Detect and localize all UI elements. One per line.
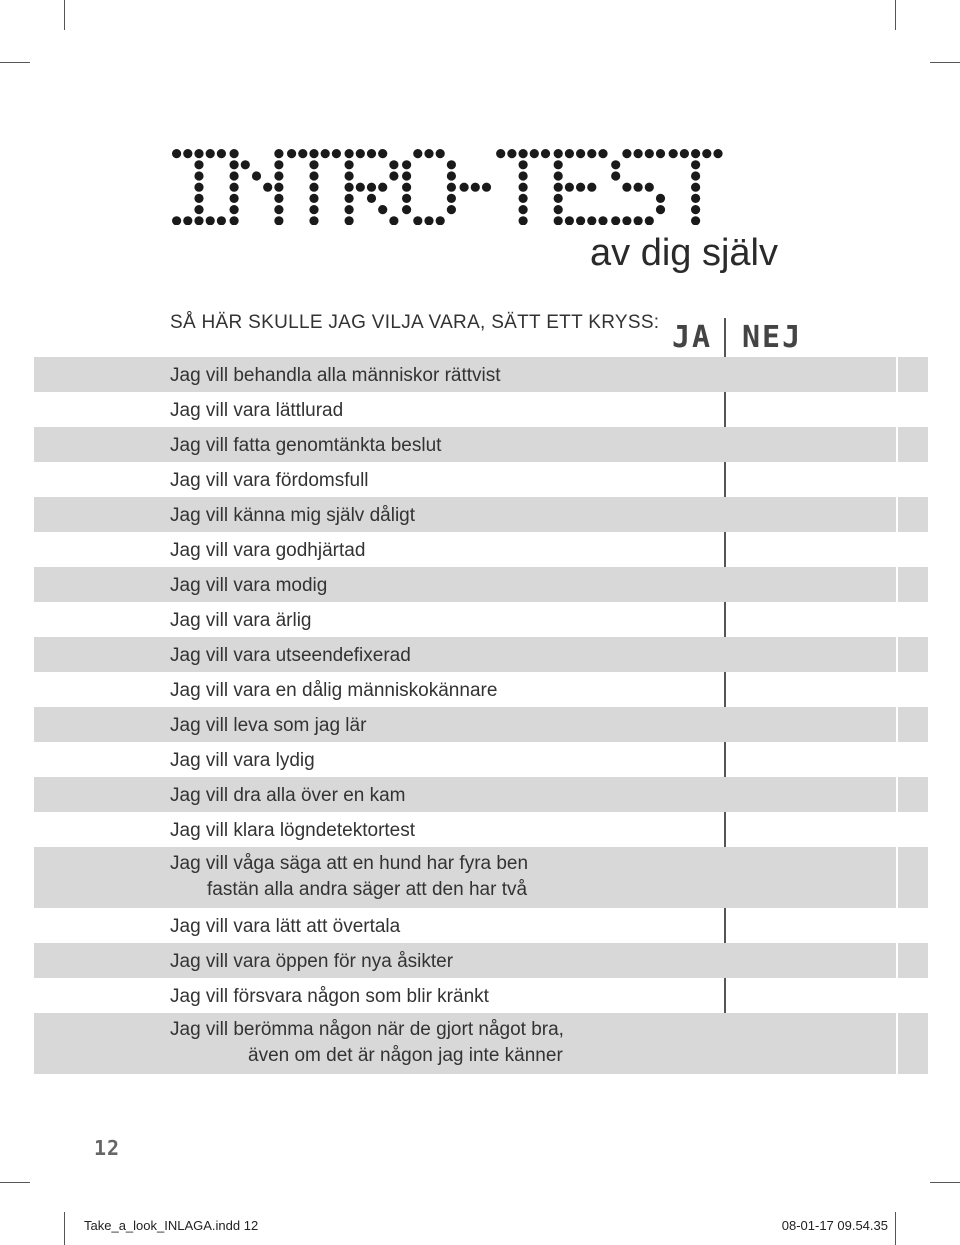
statement-label: Jag vill vara ärlig xyxy=(170,610,312,631)
checkbox-yes[interactable] xyxy=(654,908,724,943)
slug-timestamp: 08-01-17 09.54.35 xyxy=(781,1218,888,1233)
statement-label: Jag vill berömma någon när de gjort något bra, xyxy=(170,1019,564,1040)
list-item xyxy=(34,777,928,812)
cell-separator xyxy=(896,847,898,908)
crop-mark xyxy=(0,1182,30,1183)
statement-label: Jag vill vara godhjärtad xyxy=(170,540,366,561)
statement-label: Jag vill fatta genomtänkta beslut xyxy=(170,435,442,456)
list-item xyxy=(34,392,928,427)
checkbox-yes[interactable] xyxy=(654,497,724,532)
cell-separator xyxy=(896,427,898,462)
statement-label: Jag vill klara lögndetektortest xyxy=(170,820,416,841)
checkbox-no[interactable] xyxy=(726,978,894,1013)
list-item xyxy=(34,672,928,707)
checkbox-yes[interactable] xyxy=(654,357,724,392)
checkbox-no[interactable] xyxy=(726,497,894,532)
cell-separator xyxy=(896,497,898,532)
crop-mark xyxy=(895,0,896,30)
checkbox-no[interactable] xyxy=(726,777,894,812)
statement-label-continued: även om det är någon jag inte känner xyxy=(248,1045,563,1066)
statement-label: Jag vill behandla alla människor rättvist xyxy=(170,365,501,386)
statement-label: Jag vill vara öppen för nya åsikter xyxy=(170,951,454,972)
list-item xyxy=(34,707,928,742)
checkbox-no[interactable] xyxy=(726,637,894,672)
checkbox-yes[interactable] xyxy=(654,978,724,1013)
statement-label: Jag vill vara fördomsfull xyxy=(170,470,369,491)
list-item xyxy=(34,943,928,978)
statement-label: Jag vill våga säga att en hund har fyra ben xyxy=(170,853,529,874)
column-header-no: NEJ xyxy=(742,320,803,355)
list-item xyxy=(34,908,928,943)
list-item xyxy=(34,462,928,497)
cell-separator xyxy=(896,602,898,637)
statement-label: Jag vill känna mig själv dåligt xyxy=(170,505,416,526)
checkbox-yes[interactable] xyxy=(654,532,724,567)
list-item xyxy=(34,497,928,532)
checkbox-yes[interactable] xyxy=(654,707,724,742)
checkbox-no[interactable] xyxy=(726,532,894,567)
statement-label: Jag vill vara modig xyxy=(170,575,328,596)
cell-separator xyxy=(896,567,898,602)
crop-mark xyxy=(895,1212,896,1245)
cell-separator xyxy=(896,532,898,567)
list-item xyxy=(34,532,928,567)
checkbox-no[interactable] xyxy=(726,908,894,943)
statement-label: Jag vill vara lätt att övertala xyxy=(170,916,401,937)
cell-separator xyxy=(896,357,898,392)
statement-label: Jag vill vara lydig xyxy=(170,750,315,771)
list-item xyxy=(34,847,928,908)
cell-separator xyxy=(896,812,898,847)
checkbox-no[interactable] xyxy=(726,602,894,637)
crop-mark xyxy=(930,1182,960,1183)
checkbox-no[interactable] xyxy=(726,1013,894,1074)
checkbox-no[interactable] xyxy=(726,357,894,392)
checkbox-yes[interactable] xyxy=(654,812,724,847)
list-item xyxy=(34,567,928,602)
list-item xyxy=(34,637,928,672)
checkbox-no[interactable] xyxy=(726,707,894,742)
checkbox-yes[interactable] xyxy=(654,462,724,497)
crop-mark xyxy=(930,62,960,63)
list-item xyxy=(34,742,928,777)
checkbox-no[interactable] xyxy=(726,742,894,777)
checkbox-yes[interactable] xyxy=(654,943,724,978)
checkbox-no[interactable] xyxy=(726,943,894,978)
checkbox-yes[interactable] xyxy=(654,567,724,602)
list-item xyxy=(34,427,928,462)
cell-separator xyxy=(896,943,898,978)
column-header-yes: JA xyxy=(672,320,713,355)
checkbox-no[interactable] xyxy=(726,427,894,462)
instruction-text: SÅ HÄR SKULLE JAG VILJA VARA, SÄTT ETT KRYSS: xyxy=(170,312,660,333)
cell-separator xyxy=(896,908,898,943)
statement-label: Jag vill dra alla över en kam xyxy=(170,785,406,806)
crop-mark xyxy=(0,62,30,63)
statement-label: Jag vill leva som jag lär xyxy=(170,715,367,736)
checkbox-yes[interactable] xyxy=(654,637,724,672)
checkbox-no[interactable] xyxy=(726,847,894,908)
cell-separator xyxy=(896,392,898,427)
statement-label: Jag vill försvara någon som blir kränkt xyxy=(170,986,489,1007)
list-item xyxy=(34,357,928,392)
list-item xyxy=(34,1013,928,1074)
statement-label: Jag vill vara lättlurad xyxy=(170,400,344,421)
checkbox-yes[interactable] xyxy=(654,1013,724,1074)
page-subtitle: av dig själv xyxy=(590,232,778,274)
cell-separator xyxy=(896,742,898,777)
checkbox-yes[interactable] xyxy=(654,427,724,462)
crop-mark xyxy=(64,1212,65,1245)
checkbox-yes[interactable] xyxy=(654,742,724,777)
checkbox-yes[interactable] xyxy=(654,847,724,908)
statement-label: Jag vill vara en dålig människokännare xyxy=(170,680,498,701)
checkbox-yes[interactable] xyxy=(654,602,724,637)
page-number: 12 xyxy=(94,1136,121,1160)
page-title xyxy=(168,145,808,225)
list-item xyxy=(34,812,928,847)
checkbox-yes[interactable] xyxy=(654,672,724,707)
checkbox-no[interactable] xyxy=(726,462,894,497)
slug-filename: Take_a_look_INLAGA.indd 12 xyxy=(84,1218,259,1233)
checkbox-yes[interactable] xyxy=(654,392,724,427)
list-item xyxy=(34,978,928,1013)
statement-list xyxy=(34,357,928,1074)
checkbox-yes[interactable] xyxy=(654,777,724,812)
checkbox-no[interactable] xyxy=(726,672,894,707)
cell-separator xyxy=(896,978,898,1013)
cell-separator xyxy=(896,1013,898,1074)
statement-label-continued: fastän alla andra säger att den har två xyxy=(207,879,528,900)
crop-mark xyxy=(64,0,65,30)
page-title-text xyxy=(168,145,808,225)
list-item xyxy=(34,602,928,637)
cell-separator xyxy=(896,462,898,497)
statement-label: Jag vill vara utseendefixerad xyxy=(170,645,411,666)
cell-separator xyxy=(896,777,898,812)
checkbox-no[interactable] xyxy=(726,812,894,847)
cell-separator xyxy=(896,637,898,672)
cell-separator xyxy=(896,707,898,742)
checkbox-no[interactable] xyxy=(726,392,894,427)
checkbox-no[interactable] xyxy=(726,567,894,602)
cell-separator xyxy=(896,672,898,707)
